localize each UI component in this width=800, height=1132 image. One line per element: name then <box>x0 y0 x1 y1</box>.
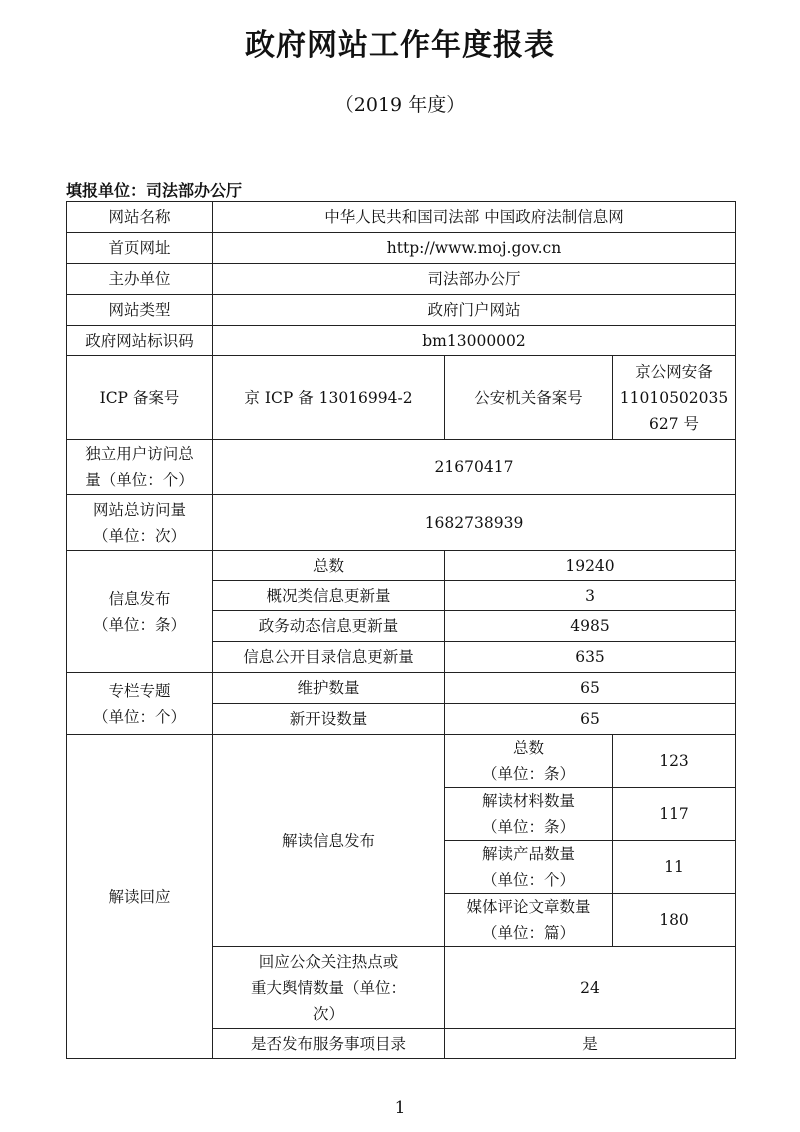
table-row <box>67 295 736 326</box>
unique-visitors-value: 21670417 <box>213 440 736 495</box>
table-row <box>67 440 736 495</box>
interpretation-row-value: 180 <box>613 894 736 947</box>
site-type-value: 政府门户网站 <box>213 295 736 326</box>
icp-label: ICP 备案号 <box>67 356 213 440</box>
unique-visitors-label: 独立用户访问总 量（单位：个） <box>67 440 213 495</box>
service-catalog-value: 是 <box>445 1029 736 1059</box>
table-row <box>67 356 736 440</box>
info-release-row-value: 3 <box>445 581 736 611</box>
table-row <box>67 551 736 581</box>
interpretation-row-value: 117 <box>613 788 736 841</box>
service-catalog-label: 是否发布服务事项目录 <box>213 1029 445 1059</box>
interpretation-row-label: 总数 （单位：条） <box>445 735 613 788</box>
interpretation-row-value: 123 <box>613 735 736 788</box>
interpretation-release-label: 解读信息发布 <box>213 735 445 947</box>
response-value: 24 <box>445 947 736 1029</box>
columns-label: 专栏专题 （单位：个） <box>67 673 213 735</box>
sponsor-value: 司法部办公厅 <box>213 264 736 295</box>
police-record-label: 公安机关备案号 <box>445 356 613 440</box>
table-row <box>67 264 736 295</box>
homepage-label: 首页网址 <box>67 233 213 264</box>
info-release-row-value: 635 <box>445 642 736 673</box>
table-row <box>67 495 736 551</box>
site-name-label: 网站名称 <box>67 202 213 233</box>
page-title: 政府网站工作年度报表 <box>245 28 555 63</box>
total-visits-value: 1682738939 <box>213 495 736 551</box>
interpretation-label: 解读回应 <box>67 735 213 1059</box>
info-release-row-label: 信息公开目录信息更新量 <box>213 642 445 673</box>
site-type-label: 网站类型 <box>67 295 213 326</box>
info-release-row-label: 概况类信息更新量 <box>213 581 445 611</box>
info-release-row-value: 19240 <box>445 551 736 581</box>
police-record-value: 京公网安备 11010502035 627 号 <box>613 356 736 440</box>
sponsor-label: 主办单位 <box>67 264 213 295</box>
info-release-label: 信息发布 （单位：条） <box>67 551 213 673</box>
columns-row-label: 新开设数量 <box>213 704 445 735</box>
site-name-value: 中华人民共和国司法部 中国政府法制信息网 <box>213 202 736 233</box>
homepage-value: http://www.moj.gov.cn <box>213 233 736 264</box>
info-release-row-label: 政务动态信息更新量 <box>213 611 445 642</box>
columns-row-label: 维护数量 <box>213 673 445 704</box>
report-year: （2019 年度） <box>334 94 466 116</box>
icp-value: 京 ICP 备 13016994-2 <box>213 356 445 440</box>
total-visits-label: 网站总访问量 （单位：次） <box>67 495 213 551</box>
response-label: 回应公众关注热点或 重大舆情数量（单位： 次） <box>213 947 445 1029</box>
interpretation-row-value: 11 <box>613 841 736 894</box>
table-row <box>67 735 736 788</box>
report-table <box>66 201 736 1059</box>
table-row <box>67 233 736 264</box>
table-row <box>67 202 736 233</box>
site-code-value: bm13000002 <box>213 326 736 356</box>
info-release-row-label: 总数 <box>213 551 445 581</box>
site-code-label: 政府网站标识码 <box>67 326 213 356</box>
columns-row-value: 65 <box>445 704 736 735</box>
columns-row-value: 65 <box>445 673 736 704</box>
info-release-row-value: 4985 <box>445 611 736 642</box>
reporting-unit: 填报单位：司法部办公厅 <box>66 181 243 200</box>
table-row <box>67 673 736 704</box>
page-number: 1 <box>394 1098 406 1118</box>
interpretation-row-label: 解读材料数量 （单位：条） <box>445 788 613 841</box>
interpretation-row-label: 媒体评论文章数量 （单位：篇） <box>445 894 613 947</box>
table-row <box>67 326 736 356</box>
interpretation-row-label: 解读产品数量 （单位：个） <box>445 841 613 894</box>
